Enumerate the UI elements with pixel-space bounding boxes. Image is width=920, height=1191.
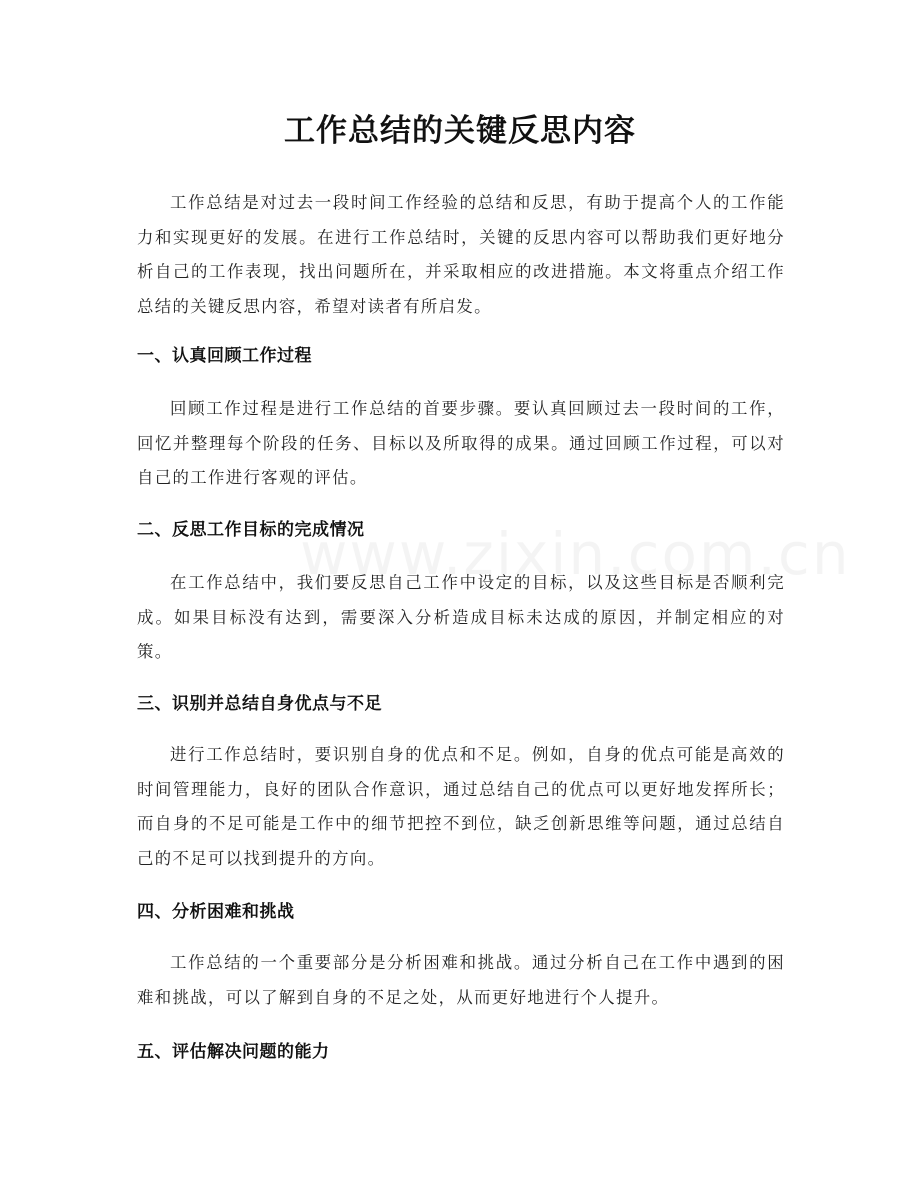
section-heading-3: 三、识别并总结自身优点与不足 bbox=[137, 694, 382, 714]
section-heading-4: 四、分析困难和挑战 bbox=[137, 902, 295, 922]
section-body-3: 进行工作总结时，要识别自身的优点和不足。例如，自身的优点可能是高效的时间管理能力，良好的团队合作意识，通过总结自己的优点可以更好地发挥所长；而自身的不足可能是工作中的细节把控不到位，缺乏创新思维等问题，通过总结自己的不足可以找到提升的方向。 bbox=[137, 745, 785, 868]
section-heading-2: 二、反思工作目标的完成情况 bbox=[137, 520, 365, 540]
section-heading-5: 五、评估解决问题的能力 bbox=[137, 1042, 330, 1062]
section-heading-1: 一、认真回顾工作过程 bbox=[137, 346, 312, 366]
page-title: 工作总结的关键反思内容 bbox=[284, 113, 636, 149]
intro-paragraph: 工作总结是对过去一段时间工作经验的总结和反思，有助于提高个人的工作能力和实现更好的发展。在进行工作总结时，关键的反思内容可以帮助我们更好地分析自己的工作表现，找出问题所在，并采取相应的改进措施。本文将重点介绍工作总结的关键反思内容，希望对读者有所启发。 bbox=[137, 193, 785, 316]
section-body-4: 工作总结的一个重要部分是分析困难和挑战。通过分析自己在工作中遇到的困难和挑战，可以了解到自身的不足之处，从而更好地进行个人提升。 bbox=[137, 953, 785, 1007]
section-body-1: 回顾工作过程是进行工作总结的首要步骤。要认真回顾过去一段时间的工作，回忆并整理每个阶段的任务、目标以及所取得的成果。通过回顾工作过程，可以对自己的工作进行客观的评估。 bbox=[137, 399, 785, 487]
section-body-2: 在工作总结中，我们要反思自己工作中设定的目标，以及这些目标是否顺利完成。如果目标没有达到，需要深入分析造成目标未达成的原因，并制定相应的对策。 bbox=[137, 573, 785, 661]
